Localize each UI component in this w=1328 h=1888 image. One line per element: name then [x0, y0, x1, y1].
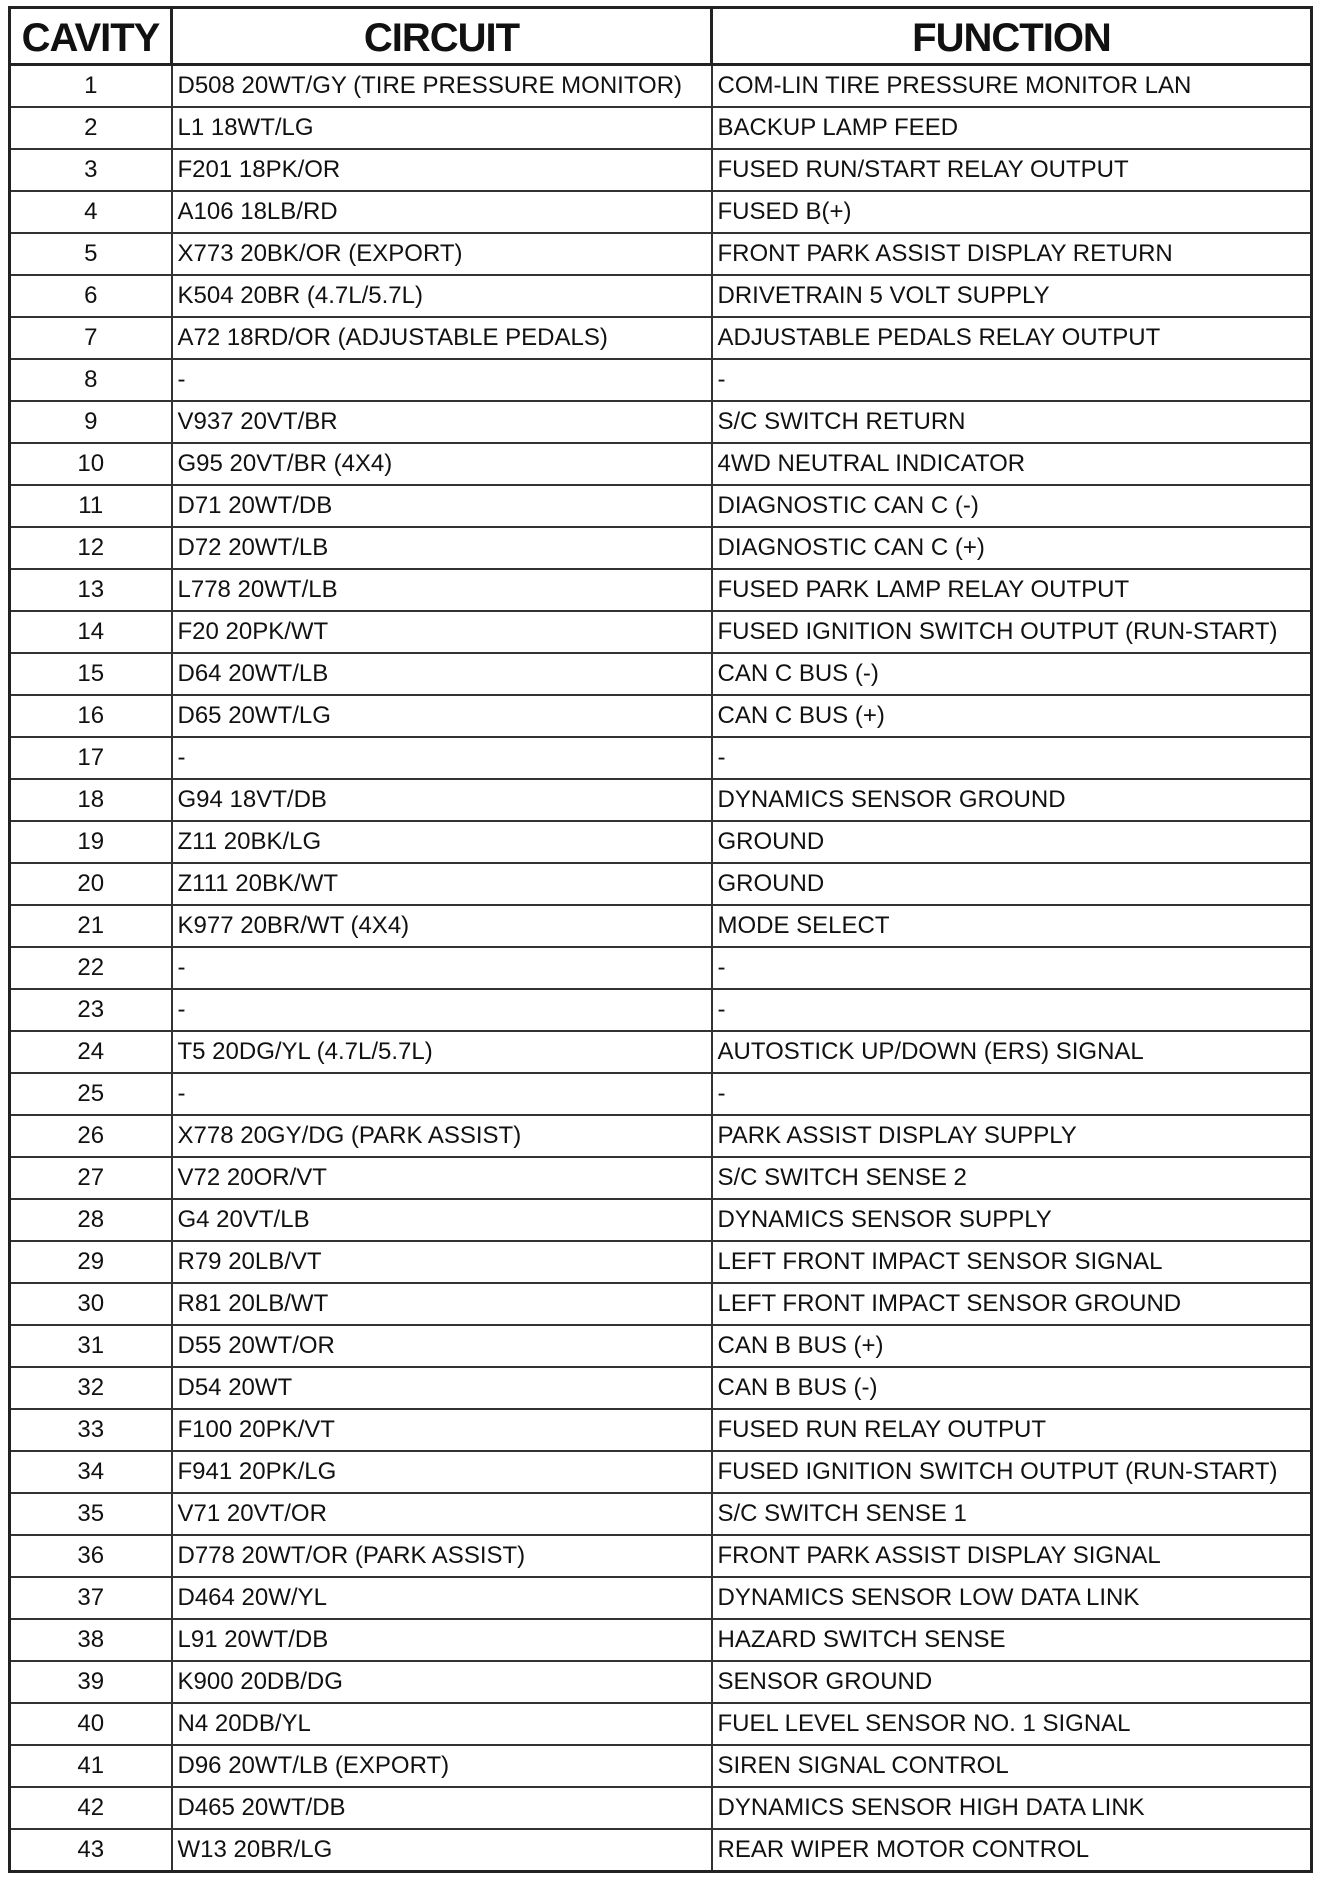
table-row [10, 905, 1312, 947]
table-row [10, 1829, 1312, 1872]
cavity-cell: 14 [10, 611, 172, 653]
circuit-cell: D64 20WT/LB [172, 653, 712, 695]
table-row [10, 779, 1312, 821]
function-cell: S/C SWITCH SENSE 2 [712, 1157, 1312, 1199]
function-cell: - [712, 947, 1312, 989]
cavity-cell: 36 [10, 1535, 172, 1577]
cavity-cell: 9 [10, 401, 172, 443]
cavity-cell: 22 [10, 947, 172, 989]
function-cell: S/C SWITCH RETURN [712, 401, 1312, 443]
cavity-cell: 34 [10, 1451, 172, 1493]
cavity-cell: 38 [10, 1619, 172, 1661]
cavity-cell: 41 [10, 1745, 172, 1787]
circuit-cell: X778 20GY/DG (PARK ASSIST) [172, 1115, 712, 1157]
circuit-cell: F941 20PK/LG [172, 1451, 712, 1493]
table-row [10, 1661, 1312, 1703]
cavity-cell: 32 [10, 1367, 172, 1409]
cavity-cell: 21 [10, 905, 172, 947]
circuit-cell: K977 20BR/WT (4X4) [172, 905, 712, 947]
header-function: FUNCTION [712, 8, 1312, 65]
cavity-cell: 15 [10, 653, 172, 695]
table-row [10, 863, 1312, 905]
circuit-cell: W13 20BR/LG [172, 1829, 712, 1872]
connector-pinout-table [8, 6, 1313, 1873]
function-cell: CAN C BUS (-) [712, 653, 1312, 695]
function-cell: DIAGNOSTIC CAN C (+) [712, 527, 1312, 569]
table-row [10, 1451, 1312, 1493]
circuit-cell: Z11 20BK/LG [172, 821, 712, 863]
cavity-cell: 23 [10, 989, 172, 1031]
cavity-cell: 16 [10, 695, 172, 737]
function-cell: 4WD NEUTRAL INDICATOR [712, 443, 1312, 485]
cavity-cell: 6 [10, 275, 172, 317]
cavity-cell: 30 [10, 1283, 172, 1325]
table-row [10, 1031, 1312, 1073]
table-row [10, 989, 1312, 1031]
table-row [10, 107, 1312, 149]
circuit-cell: - [172, 359, 712, 401]
circuit-cell: R79 20LB/VT [172, 1241, 712, 1283]
function-cell: DIAGNOSTIC CAN C (-) [712, 485, 1312, 527]
function-cell: - [712, 989, 1312, 1031]
function-cell: DYNAMICS SENSOR LOW DATA LINK [712, 1577, 1312, 1619]
table-row [10, 485, 1312, 527]
circuit-cell: L778 20WT/LB [172, 569, 712, 611]
table-row [10, 1787, 1312, 1829]
cavity-cell: 4 [10, 191, 172, 233]
function-cell: - [712, 359, 1312, 401]
cavity-cell: 25 [10, 1073, 172, 1115]
table-row [10, 1367, 1312, 1409]
function-cell: PARK ASSIST DISPLAY SUPPLY [712, 1115, 1312, 1157]
cavity-cell: 24 [10, 1031, 172, 1073]
table-row [10, 527, 1312, 569]
function-cell: FUSED B(+) [712, 191, 1312, 233]
function-cell: CAN B BUS (+) [712, 1325, 1312, 1367]
circuit-cell: L91 20WT/DB [172, 1619, 712, 1661]
function-cell: FUSED RUN RELAY OUTPUT [712, 1409, 1312, 1451]
table-row [10, 1157, 1312, 1199]
circuit-cell: R81 20LB/WT [172, 1283, 712, 1325]
cavity-cell: 12 [10, 527, 172, 569]
circuit-cell: D65 20WT/LG [172, 695, 712, 737]
function-cell: GROUND [712, 863, 1312, 905]
table-row [10, 1535, 1312, 1577]
function-cell: LEFT FRONT IMPACT SENSOR GROUND [712, 1283, 1312, 1325]
table-row [10, 149, 1312, 191]
function-cell: FUSED IGNITION SWITCH OUTPUT (RUN-START) [712, 1451, 1312, 1493]
circuit-cell: X773 20BK/OR (EXPORT) [172, 233, 712, 275]
cavity-cell: 20 [10, 863, 172, 905]
function-cell: MODE SELECT [712, 905, 1312, 947]
table-row [10, 1745, 1312, 1787]
circuit-cell: D778 20WT/OR (PARK ASSIST) [172, 1535, 712, 1577]
circuit-cell: K504 20BR (4.7L/5.7L) [172, 275, 712, 317]
table-row [10, 1409, 1312, 1451]
function-cell: AUTOSTICK UP/DOWN (ERS) SIGNAL [712, 1031, 1312, 1073]
table-row [10, 1283, 1312, 1325]
table-row [10, 401, 1312, 443]
function-cell: FUSED IGNITION SWITCH OUTPUT (RUN-START) [712, 611, 1312, 653]
cavity-cell: 2 [10, 107, 172, 149]
cavity-cell: 1 [10, 65, 172, 108]
table-row [10, 1325, 1312, 1367]
circuit-cell: A106 18LB/RD [172, 191, 712, 233]
connector-pinout-sheet [8, 6, 1310, 1882]
circuit-cell: L1 18WT/LG [172, 107, 712, 149]
table-row [10, 443, 1312, 485]
function-cell: DYNAMICS SENSOR GROUND [712, 779, 1312, 821]
table-row [10, 653, 1312, 695]
function-cell: GROUND [712, 821, 1312, 863]
circuit-cell: G94 18VT/DB [172, 779, 712, 821]
cavity-cell: 18 [10, 779, 172, 821]
table-row [10, 1619, 1312, 1661]
circuit-cell: D96 20WT/LB (EXPORT) [172, 1745, 712, 1787]
function-cell: FUEL LEVEL SENSOR NO. 1 SIGNAL [712, 1703, 1312, 1745]
cavity-cell: 27 [10, 1157, 172, 1199]
cavity-cell: 13 [10, 569, 172, 611]
function-cell: SIREN SIGNAL CONTROL [712, 1745, 1312, 1787]
table-row [10, 569, 1312, 611]
header-row [10, 8, 1312, 65]
circuit-cell: - [172, 1073, 712, 1115]
function-cell: CAN C BUS (+) [712, 695, 1312, 737]
cavity-cell: 37 [10, 1577, 172, 1619]
table-row [10, 191, 1312, 233]
function-cell: LEFT FRONT IMPACT SENSOR SIGNAL [712, 1241, 1312, 1283]
table-row [10, 1199, 1312, 1241]
table-row [10, 233, 1312, 275]
function-cell: - [712, 1073, 1312, 1115]
circuit-cell: D464 20W/YL [172, 1577, 712, 1619]
function-cell: ADJUSTABLE PEDALS RELAY OUTPUT [712, 317, 1312, 359]
table-row [10, 1115, 1312, 1157]
cavity-cell: 35 [10, 1493, 172, 1535]
cavity-cell: 5 [10, 233, 172, 275]
table-row [10, 1577, 1312, 1619]
circuit-cell: F20 20PK/WT [172, 611, 712, 653]
table-row [10, 821, 1312, 863]
table-row [10, 1493, 1312, 1535]
function-cell: DYNAMICS SENSOR HIGH DATA LINK [712, 1787, 1312, 1829]
cavity-cell: 31 [10, 1325, 172, 1367]
circuit-cell: V72 20OR/VT [172, 1157, 712, 1199]
cavity-cell: 33 [10, 1409, 172, 1451]
circuit-cell: - [172, 989, 712, 1031]
function-cell: BACKUP LAMP FEED [712, 107, 1312, 149]
circuit-cell: F201 18PK/OR [172, 149, 712, 191]
circuit-cell: V71 20VT/OR [172, 1493, 712, 1535]
table-row [10, 1241, 1312, 1283]
table-body [10, 65, 1312, 1872]
circuit-cell: K900 20DB/DG [172, 1661, 712, 1703]
function-cell: FUSED PARK LAMP RELAY OUTPUT [712, 569, 1312, 611]
table-row [10, 695, 1312, 737]
cavity-cell: 17 [10, 737, 172, 779]
cavity-cell: 10 [10, 443, 172, 485]
table-row [10, 947, 1312, 989]
cavity-cell: 7 [10, 317, 172, 359]
function-cell: COM-LIN TIRE PRESSURE MONITOR LAN [712, 65, 1312, 108]
table-row [10, 1073, 1312, 1115]
function-cell: CAN B BUS (-) [712, 1367, 1312, 1409]
cavity-cell: 39 [10, 1661, 172, 1703]
circuit-cell: - [172, 737, 712, 779]
circuit-cell: T5 20DG/YL (4.7L/5.7L) [172, 1031, 712, 1073]
cavity-cell: 11 [10, 485, 172, 527]
cavity-cell: 26 [10, 1115, 172, 1157]
table-row [10, 1703, 1312, 1745]
function-cell: REAR WIPER MOTOR CONTROL [712, 1829, 1312, 1872]
circuit-cell: D72 20WT/LB [172, 527, 712, 569]
header-circuit: CIRCUIT [172, 8, 712, 65]
circuit-cell: F100 20PK/VT [172, 1409, 712, 1451]
cavity-cell: 40 [10, 1703, 172, 1745]
circuit-cell: D508 20WT/GY (TIRE PRESSURE MONITOR) [172, 65, 712, 108]
table-row [10, 359, 1312, 401]
cavity-cell: 28 [10, 1199, 172, 1241]
function-cell: DRIVETRAIN 5 VOLT SUPPLY [712, 275, 1312, 317]
circuit-cell: D71 20WT/DB [172, 485, 712, 527]
circuit-cell: G95 20VT/BR (4X4) [172, 443, 712, 485]
circuit-cell: D465 20WT/DB [172, 1787, 712, 1829]
function-cell: SENSOR GROUND [712, 1661, 1312, 1703]
function-cell: FRONT PARK ASSIST DISPLAY RETURN [712, 233, 1312, 275]
circuit-cell: D54 20WT [172, 1367, 712, 1409]
cavity-cell: 29 [10, 1241, 172, 1283]
circuit-cell: Z111 20BK/WT [172, 863, 712, 905]
circuit-cell: D55 20WT/OR [172, 1325, 712, 1367]
table-row [10, 317, 1312, 359]
function-cell: S/C SWITCH SENSE 1 [712, 1493, 1312, 1535]
function-cell: HAZARD SWITCH SENSE [712, 1619, 1312, 1661]
table-row [10, 65, 1312, 108]
circuit-cell: - [172, 947, 712, 989]
circuit-cell: V937 20VT/BR [172, 401, 712, 443]
cavity-cell: 42 [10, 1787, 172, 1829]
cavity-cell: 8 [10, 359, 172, 401]
circuit-cell: A72 18RD/OR (ADJUSTABLE PEDALS) [172, 317, 712, 359]
cavity-cell: 19 [10, 821, 172, 863]
table-row [10, 275, 1312, 317]
table-row [10, 737, 1312, 779]
function-cell: FUSED RUN/START RELAY OUTPUT [712, 149, 1312, 191]
header-cavity: CAVITY [10, 8, 172, 65]
circuit-cell: N4 20DB/YL [172, 1703, 712, 1745]
function-cell: DYNAMICS SENSOR SUPPLY [712, 1199, 1312, 1241]
cavity-cell: 43 [10, 1829, 172, 1872]
function-cell: FRONT PARK ASSIST DISPLAY SIGNAL [712, 1535, 1312, 1577]
cavity-cell: 3 [10, 149, 172, 191]
function-cell: - [712, 737, 1312, 779]
table-row [10, 611, 1312, 653]
circuit-cell: G4 20VT/LB [172, 1199, 712, 1241]
